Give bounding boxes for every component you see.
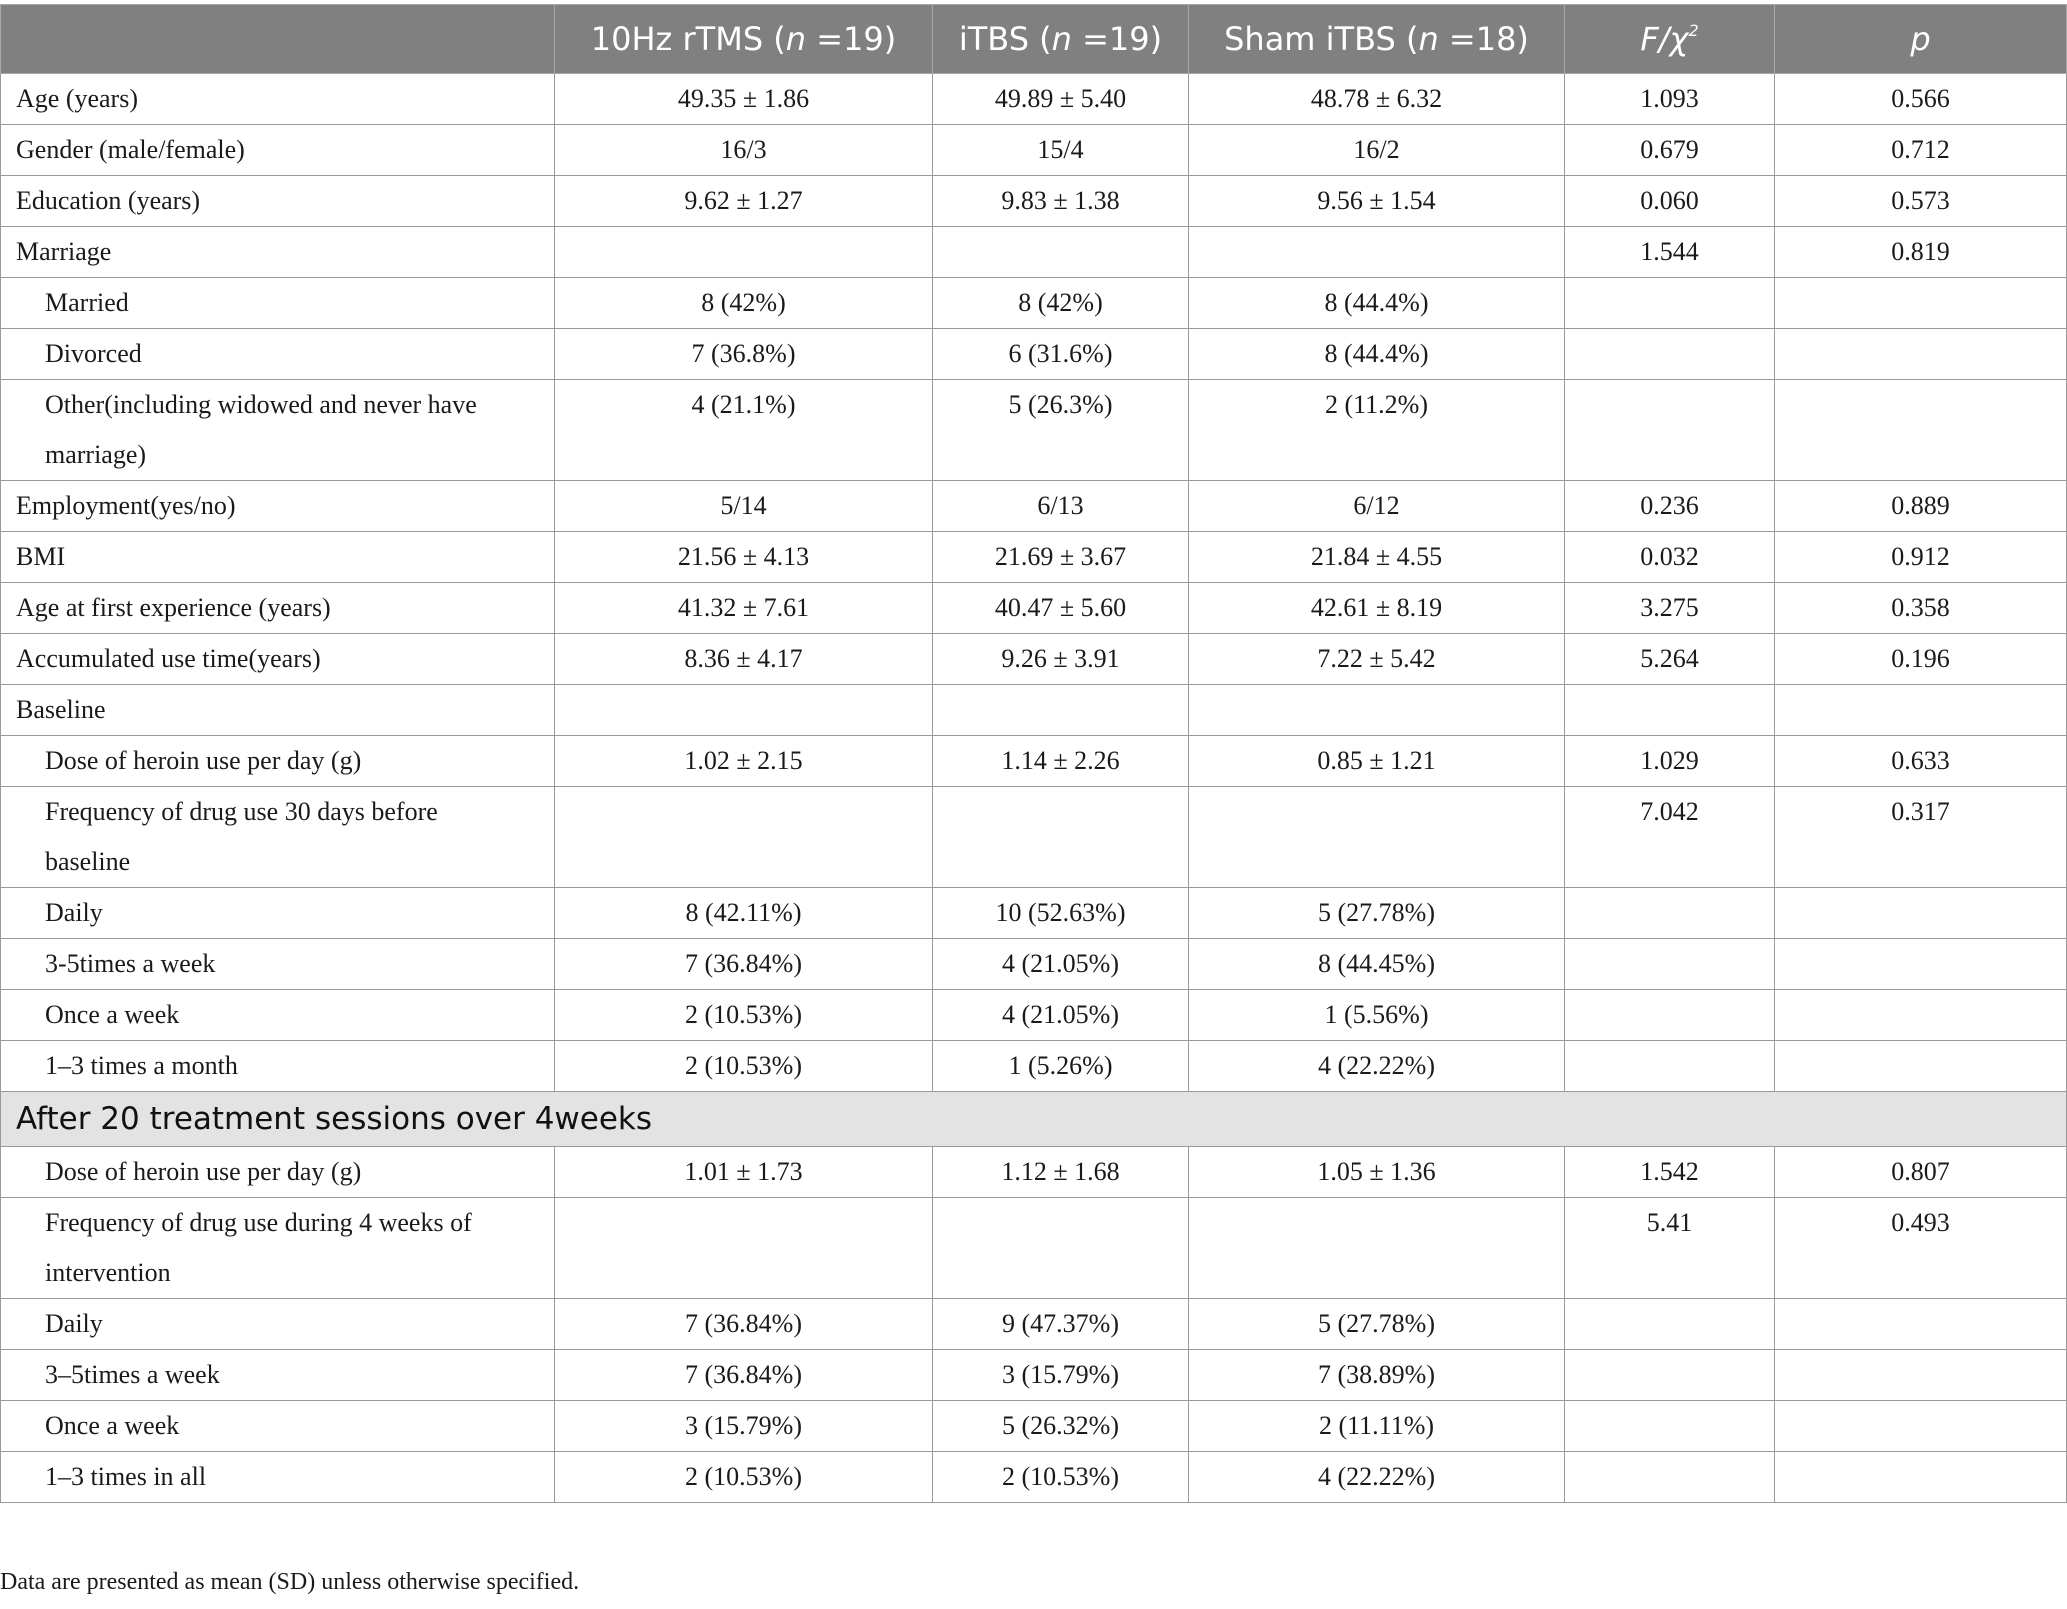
cell-itbs (933, 787, 1189, 888)
row-label (1, 1299, 555, 1350)
row-label-text: 3–5times a week (45, 1360, 220, 1389)
table-row (1, 1041, 2067, 1092)
table-footnote: Data are presented as mean (SD) unless otherwise specified. (0, 1569, 580, 1595)
cell-f-chi2 (1565, 1452, 1775, 1503)
cell-f-chi2: 1.544 (1565, 227, 1775, 278)
cell-sham-itbs: 4 (22.22%) (1189, 1452, 1565, 1503)
cell-itbs: 49.89 ± 5.40 (933, 74, 1189, 125)
cell-itbs (933, 227, 1189, 278)
row-label (1, 1198, 555, 1299)
cell-itbs (933, 1198, 1189, 1299)
row-label (1, 329, 555, 380)
row-label (1, 736, 555, 787)
cell-10hz-rtms: 1.02 ± 2.15 (555, 736, 933, 787)
row-label (1, 583, 555, 634)
cell-itbs: 3 (15.79%) (933, 1350, 1189, 1401)
cell-10hz-rtms (555, 685, 933, 736)
row-label (1, 278, 555, 329)
table-row (1, 1350, 2067, 1401)
cell-p-value (1775, 990, 2067, 1041)
table-row (1, 532, 2067, 583)
cell-sham-itbs: 6/12 (1189, 481, 1565, 532)
cell-10hz-rtms: 5/14 (555, 481, 933, 532)
cell-sham-itbs: 48.78 ± 6.32 (1189, 74, 1565, 125)
row-label-text: Divorced (45, 339, 142, 368)
cell-f-chi2: 0.679 (1565, 125, 1775, 176)
table-row (1, 1147, 2067, 1198)
row-label-text: Dose of heroin use per day (g) (45, 746, 362, 775)
cell-p-value (1775, 1350, 2067, 1401)
table-row (1, 1198, 2067, 1299)
cell-f-chi2 (1565, 1401, 1775, 1452)
table-row (1, 939, 2067, 990)
cell-f-chi2 (1565, 380, 1775, 481)
cell-itbs: 8 (42%) (933, 278, 1189, 329)
cell-sham-itbs: 2 (11.2%) (1189, 380, 1565, 481)
row-label (1, 1452, 555, 1503)
cell-10hz-rtms: 2 (10.53%) (555, 1041, 933, 1092)
cell-f-chi2 (1565, 278, 1775, 329)
row-label-text: Age at first experience (years) (16, 593, 331, 622)
header-sham-itbs: Sham iTBS (n =18) (1189, 5, 1565, 74)
row-label (1, 787, 555, 888)
cell-10hz-rtms: 7 (36.84%) (555, 1299, 933, 1350)
table-row (1, 380, 2067, 481)
cell-p-value: 0.358 (1775, 583, 2067, 634)
table-row (1, 990, 2067, 1041)
row-label-text: Employment(yes/no) (16, 491, 236, 520)
table-row (1, 888, 2067, 939)
cell-10hz-rtms: 7 (36.84%) (555, 1350, 933, 1401)
cell-itbs: 5 (26.3%) (933, 380, 1189, 481)
cell-10hz-rtms: 16/3 (555, 125, 933, 176)
cell-itbs: 9.83 ± 1.38 (933, 176, 1189, 227)
cell-sham-itbs: 42.61 ± 8.19 (1189, 583, 1565, 634)
table-row (1, 329, 2067, 380)
cell-sham-itbs: 1 (5.56%) (1189, 990, 1565, 1041)
cell-10hz-rtms (555, 227, 933, 278)
cell-p-value (1775, 1452, 2067, 1503)
cell-sham-itbs: 1.05 ± 1.36 (1189, 1147, 1565, 1198)
table-row (1, 227, 2067, 278)
cell-p-value: 0.196 (1775, 634, 2067, 685)
row-label-text: Accumulated use time(years) (16, 644, 321, 673)
cell-itbs: 1.14 ± 2.26 (933, 736, 1189, 787)
cell-sham-itbs: 0.85 ± 1.21 (1189, 736, 1565, 787)
cell-f-chi2 (1565, 1299, 1775, 1350)
row-label (1, 176, 555, 227)
row-label (1, 685, 555, 736)
cell-sham-itbs: 9.56 ± 1.54 (1189, 176, 1565, 227)
cell-10hz-rtms: 9.62 ± 1.27 (555, 176, 933, 227)
row-label (1, 532, 555, 583)
cell-f-chi2 (1565, 1041, 1775, 1092)
cell-sham-itbs: 4 (22.22%) (1189, 1041, 1565, 1092)
row-label-text: 1–3 times in all (45, 1462, 207, 1491)
cell-p-value (1775, 1401, 2067, 1452)
cell-f-chi2: 1.542 (1565, 1147, 1775, 1198)
row-label-text: Frequency of drug use during 4 weeks of (45, 1208, 472, 1237)
cell-itbs (933, 685, 1189, 736)
cell-p-value (1775, 888, 2067, 939)
cell-10hz-rtms: 8.36 ± 4.17 (555, 634, 933, 685)
cell-itbs: 9 (47.37%) (933, 1299, 1189, 1350)
cell-10hz-rtms: 7 (36.84%) (555, 939, 933, 990)
cell-p-value (1775, 278, 2067, 329)
row-label (1, 1041, 555, 1092)
cell-10hz-rtms: 2 (10.53%) (555, 990, 933, 1041)
table-row (1, 278, 2067, 329)
table-row (1, 736, 2067, 787)
row-label-text: Married (45, 288, 129, 317)
cell-10hz-rtms: 1.01 ± 1.73 (555, 1147, 933, 1198)
cell-sham-itbs (1189, 685, 1565, 736)
cell-itbs: 2 (10.53%) (933, 1452, 1189, 1503)
header-itbs: iTBS (n =19) (933, 5, 1189, 74)
table-row (1, 1401, 2067, 1452)
cell-f-chi2 (1565, 990, 1775, 1041)
cell-sham-itbs: 5 (27.78%) (1189, 1299, 1565, 1350)
cell-10hz-rtms (555, 1198, 933, 1299)
cell-sham-itbs: 7.22 ± 5.42 (1189, 634, 1565, 685)
cell-p-value (1775, 685, 2067, 736)
row-label (1, 125, 555, 176)
cell-sham-itbs: 8 (44.4%) (1189, 329, 1565, 380)
cell-sham-itbs: 8 (44.4%) (1189, 278, 1565, 329)
row-label (1, 380, 555, 481)
row-label-text: Age (years) (16, 84, 138, 113)
cell-f-chi2: 7.042 (1565, 787, 1775, 888)
cell-p-value: 0.807 (1775, 1147, 2067, 1198)
row-label (1, 227, 555, 278)
cell-f-chi2: 5.41 (1565, 1198, 1775, 1299)
row-label-text: Once a week (45, 1411, 180, 1440)
header-10hz-rtms: 10Hz rTMS (n =19) (555, 5, 933, 74)
cell-f-chi2 (1565, 329, 1775, 380)
cell-10hz-rtms: 8 (42.11%) (555, 888, 933, 939)
demographics-table (0, 4, 2067, 1503)
cell-p-value: 0.819 (1775, 227, 2067, 278)
table-row (1, 481, 2067, 532)
cell-p-value: 0.912 (1775, 532, 2067, 583)
cell-10hz-rtms: 41.32 ± 7.61 (555, 583, 933, 634)
cell-sham-itbs: 7 (38.89%) (1189, 1350, 1565, 1401)
cell-f-chi2: 5.264 (1565, 634, 1775, 685)
cell-sham-itbs: 5 (27.78%) (1189, 888, 1565, 939)
cell-f-chi2: 3.275 (1565, 583, 1775, 634)
cell-sham-itbs: 8 (44.45%) (1189, 939, 1565, 990)
row-label (1, 74, 555, 125)
header-row (1, 5, 2067, 74)
cell-itbs: 4 (21.05%) (933, 939, 1189, 990)
row-label-text: Marriage (16, 237, 112, 266)
row-label-text: Gender (male/female) (16, 135, 245, 164)
table-row (1, 787, 2067, 888)
cell-f-chi2: 1.029 (1565, 736, 1775, 787)
cell-10hz-rtms: 49.35 ± 1.86 (555, 74, 933, 125)
section-title: After 20 treatment sessions over 4weeks (1, 1092, 2067, 1147)
table-row (1, 685, 2067, 736)
cell-f-chi2: 0.060 (1565, 176, 1775, 227)
cell-10hz-rtms: 21.56 ± 4.13 (555, 532, 933, 583)
cell-itbs: 21.69 ± 3.67 (933, 532, 1189, 583)
cell-itbs: 6 (31.6%) (933, 329, 1189, 380)
row-label (1, 481, 555, 532)
table-row (1, 1299, 2067, 1350)
cell-sham-itbs: 2 (11.11%) (1189, 1401, 1565, 1452)
row-label (1, 634, 555, 685)
row-label-text: BMI (16, 542, 66, 571)
cell-f-chi2 (1565, 939, 1775, 990)
table-row (1, 634, 2067, 685)
row-label-text-continued: baseline (45, 847, 131, 876)
cell-10hz-rtms: 2 (10.53%) (555, 1452, 933, 1503)
cell-sham-itbs: 21.84 ± 4.55 (1189, 532, 1565, 583)
cell-p-value: 0.317 (1775, 787, 2067, 888)
row-label-text: Daily (45, 898, 103, 927)
cell-itbs: 6/13 (933, 481, 1189, 532)
cell-p-value (1775, 1041, 2067, 1092)
cell-f-chi2 (1565, 1350, 1775, 1401)
cell-itbs: 9.26 ± 3.91 (933, 634, 1189, 685)
cell-f-chi2 (1565, 685, 1775, 736)
cell-10hz-rtms: 4 (21.1%) (555, 380, 933, 481)
row-label (1, 1401, 555, 1452)
cell-itbs: 10 (52.63%) (933, 888, 1189, 939)
row-label-text: Education (years) (16, 186, 201, 215)
row-label-text: Daily (45, 1309, 103, 1338)
row-label-text: Dose of heroin use per day (g) (45, 1157, 362, 1186)
row-label-text-continued: marriage) (45, 440, 147, 469)
row-label-text: 3-5times a week (45, 949, 216, 978)
cell-sham-itbs: 16/2 (1189, 125, 1565, 176)
cell-p-value (1775, 329, 2067, 380)
cell-p-value (1775, 380, 2067, 481)
table-row (1, 74, 2067, 125)
cell-f-chi2 (1565, 888, 1775, 939)
row-label-text: Baseline (16, 695, 106, 724)
header-f-chi2: $F/\chi^2$ (1565, 5, 1775, 74)
table-row (1, 176, 2067, 227)
header-p: p (1775, 5, 2067, 74)
table-row (1, 125, 2067, 176)
header-label (1, 5, 555, 74)
row-label-text: Other(including widowed and never have (45, 390, 477, 419)
cell-p-value: 0.566 (1775, 74, 2067, 125)
table-row (1, 583, 2067, 634)
cell-10hz-rtms: 7 (36.8%) (555, 329, 933, 380)
cell-sham-itbs (1189, 787, 1565, 888)
cell-p-value: 0.889 (1775, 481, 2067, 532)
row-label (1, 939, 555, 990)
cell-itbs: 5 (26.32%) (933, 1401, 1189, 1452)
cell-p-value: 0.493 (1775, 1198, 2067, 1299)
cell-f-chi2: 0.032 (1565, 532, 1775, 583)
cell-10hz-rtms: 3 (15.79%) (555, 1401, 933, 1452)
cell-itbs: 1 (5.26%) (933, 1041, 1189, 1092)
table-row (1, 1452, 2067, 1503)
cell-p-value: 0.712 (1775, 125, 2067, 176)
row-label-text-continued: intervention (45, 1258, 171, 1287)
row-label-text: Once a week (45, 1000, 180, 1029)
cell-p-value: 0.573 (1775, 176, 2067, 227)
cell-sham-itbs (1189, 1198, 1565, 1299)
cell-10hz-rtms: 8 (42%) (555, 278, 933, 329)
row-label (1, 1350, 555, 1401)
cell-10hz-rtms (555, 787, 933, 888)
cell-itbs: 1.12 ± 1.68 (933, 1147, 1189, 1198)
table-body (1, 74, 2067, 1503)
cell-p-value (1775, 1299, 2067, 1350)
cell-itbs: 15/4 (933, 125, 1189, 176)
cell-p-value (1775, 939, 2067, 990)
row-label (1, 1147, 555, 1198)
cell-f-chi2: 0.236 (1565, 481, 1775, 532)
cell-f-chi2: 1.093 (1565, 74, 1775, 125)
cell-p-value: 0.633 (1775, 736, 2067, 787)
section-row (1, 1092, 2067, 1147)
cell-itbs: 40.47 ± 5.60 (933, 583, 1189, 634)
row-label (1, 888, 555, 939)
row-label (1, 990, 555, 1041)
row-label-text: Frequency of drug use 30 days before (45, 797, 438, 826)
cell-sham-itbs (1189, 227, 1565, 278)
cell-itbs: 4 (21.05%) (933, 990, 1189, 1041)
row-label-text: 1–3 times a month (45, 1051, 238, 1080)
